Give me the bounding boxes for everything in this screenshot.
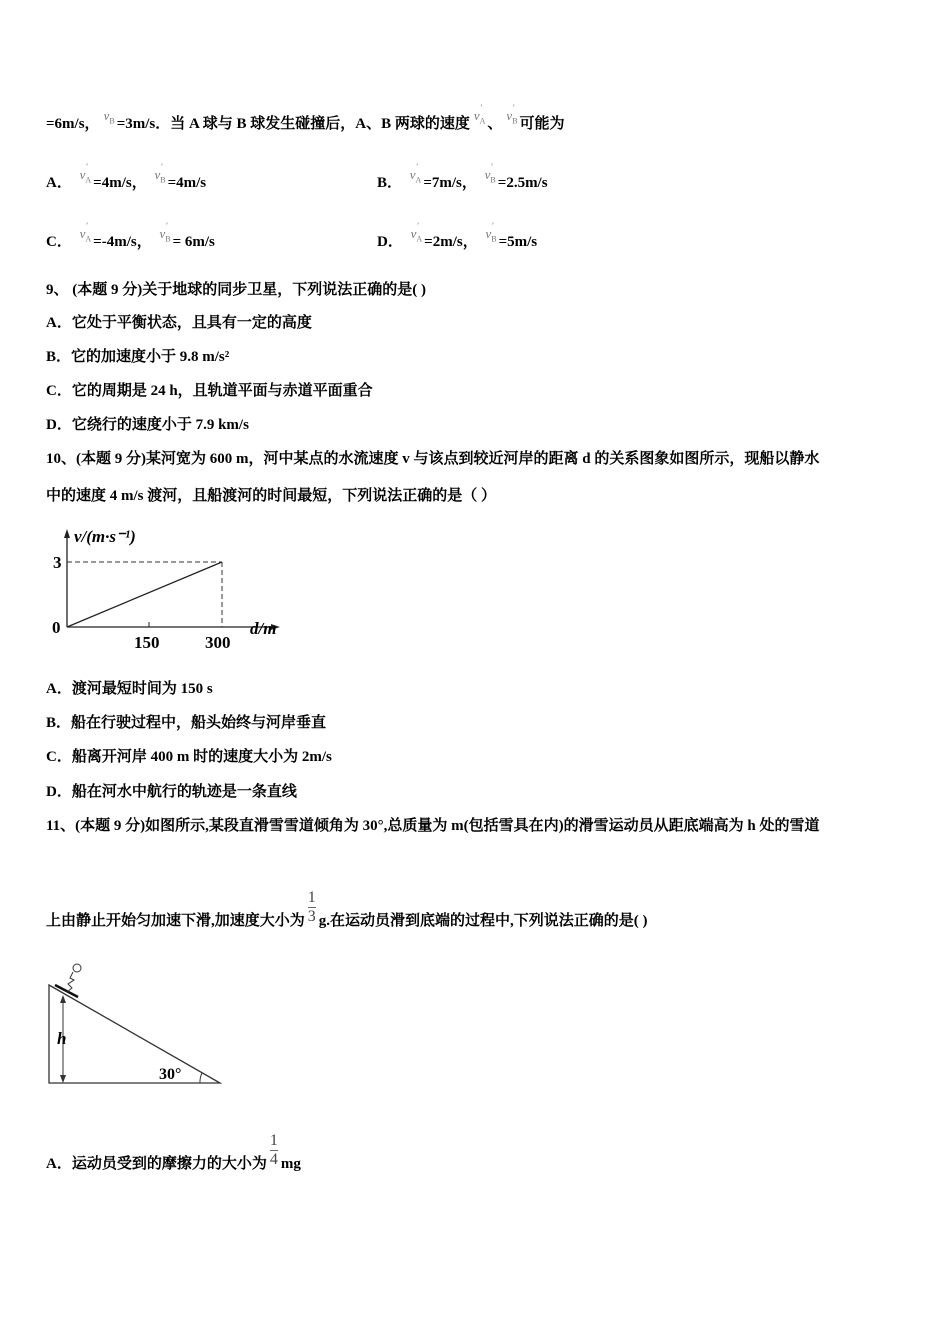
x-tick: 300 [205,633,231,652]
text: =6m/s， [46,116,100,132]
q11-option-a: A．运动员受到的摩擦力的大小为 $\frac{1}{4}$ mg [46,1132,301,1172]
y-label: v/(m·s⁻¹) [74,527,136,546]
q9-option-c: C．它的周期是 24 h，且轨道平面与赤道平面重合 [46,383,373,399]
q9-option-b: B．它的加速度小于 9.8 m/s² [46,349,230,365]
q8-option-b: B． v ′ $_A$ =7m/s， v ′ $_B$ =2.5m/s [377,162,548,191]
q9-option-d: D．它绕行的速度小于 7.9 km/s [46,417,249,433]
q10-stem-2: 中的速度 4 m/s 渡河，且船渡河的时间最短，下列说法正确的是（ ） [46,488,497,504]
text: 可能为 [519,116,565,132]
q8-option-c: C． v ′ $_A$ =-4m/s， v ′ $_B$ = 6m/s [46,221,215,250]
q10-stem-1: 10、(本题 9 分)某河宽为 600 m，河中某点的水流速度 v 与该点到较近河岸的距离 d 的关系图象如图所示，现船以静水 [46,451,820,467]
origin-label: 0 [52,618,61,637]
vA-prime-symbol: v ′ $_A$ [473,103,486,126]
velocity-distance-graph [40,520,300,660]
q9-option-a: A．它处于平衡状态，且具有一定的高度 [46,315,312,331]
x-label: d/m [250,619,277,638]
y-arrow [64,529,70,538]
q10-option-a: A．渡河最短时间为 150 s [46,681,213,697]
q10-option-b: B．船在行驶过程中，船头始终与河岸垂直 [46,715,327,731]
x-tick: 150 [134,633,160,652]
q10-option-c: C．船离开河岸 400 m 时的速度大小为 2m/s [46,749,332,765]
q10-option-d: D．船在河水中航行的轨迹是一条直线 [46,784,297,800]
angle-label: 30° [159,1066,182,1083]
ski-slope-figure [40,950,240,1090]
text: 、 [487,116,503,132]
text: =3m/s．当 A 球与 B 球发生碰撞后，A、B 两球的速度 [116,116,470,132]
y-tick: 3 [53,553,62,572]
angle-arc [200,1073,202,1083]
q8-stem-tail [46,103,565,140]
q8-option-d: D． v ′ $_A$ =2m/s， v ′ $_B$ =5m/s [377,221,538,250]
fraction-one-third: $\frac{1}{3}$ [307,889,316,925]
vB-symbol: $v_B$ [103,108,115,126]
fraction-one-quarter: $\frac{1}{4}$ [269,1132,278,1168]
velocity-line [67,562,222,627]
skier-body [67,972,74,992]
q9-stem: 9、 (本题 9 分)关于地球的同步卫星，下列说法正确的是( ) [46,282,426,298]
vB-prime-symbol: v ′ $_B$ [506,103,518,126]
h-label: h [57,1029,67,1048]
q11-stem-1: 11、(本题 9 分)如图所示,某段直滑雪雪道倾角为 30°,总质量为 m(包括雪具在内)的滑雪运动员从距底端高为 h 处的雪道 [46,818,820,834]
slope-triangle [49,985,220,1083]
q8-option-a: A． v ′ $_A$ =4m/s， v ′ $_B$ =4m/s [46,162,207,191]
q11-stem-2: 上由静止开始匀加速下滑,加速度大小为 $\frac{1}{3}$ g.在运动员滑到底端的过程中,下列说法正确的是( ) [46,889,648,929]
skier-head [73,964,81,972]
